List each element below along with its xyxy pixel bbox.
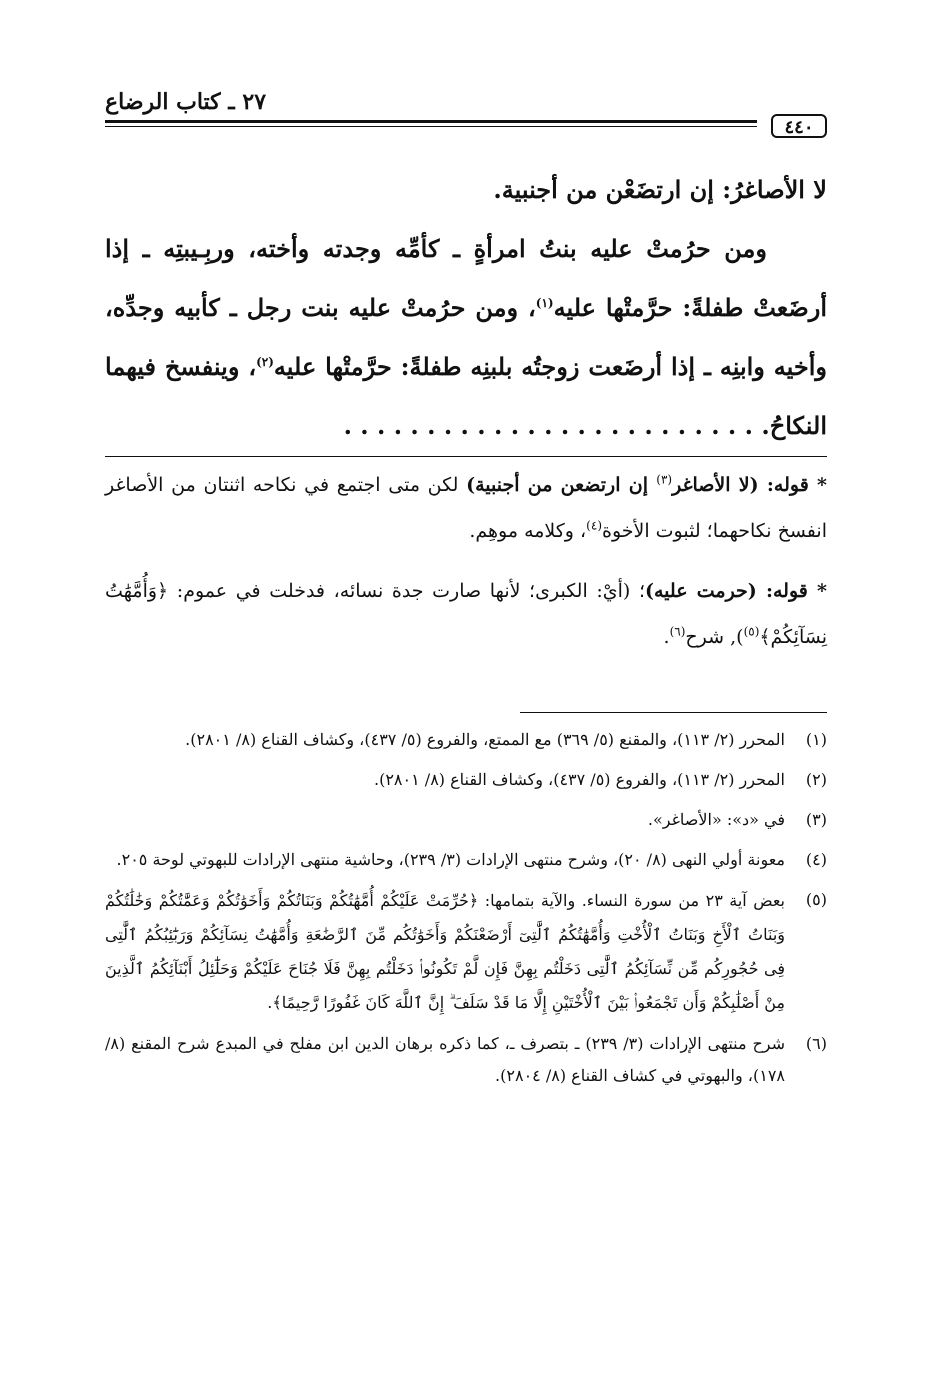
commentary-paragraph-2 — [105, 568, 827, 660]
footnote-text: في «د»: «الأصاغر». — [647, 810, 785, 829]
header-rule-thin — [105, 126, 757, 127]
footnote-number: (٦) — [805, 1034, 827, 1053]
matn-segment-3: ، وينفسخ فيهما النكاحُ. . . . . . . . . . . . . . . . . . . . . . . . . . — [105, 352, 827, 440]
matn-segment-1: ومن حرُمتْ عليه بنتُ امرأةٍ ـ كأمِّه وجدته وأخته، وربِـيبتِه ـ إذا أرضَعتْ طفلةً: حرَّمتْها عليه — [105, 234, 828, 322]
footnote-text: المحرر (٢/ ١١٣)، والمقنع (٥/ ٣٦٩) مع الممتع، والفروع (٥/ ٤٣٧)، وكشاف القناع (٨/ ٢٨٠١). — [185, 730, 785, 749]
footnote-5 — [105, 884, 827, 1020]
chapter-title: ٢٧ ـ كتاب الرضاع — [105, 89, 267, 115]
matn-sharh-divider — [105, 456, 827, 457]
commentary-mid-2: ), شرح — [685, 626, 744, 648]
footnote-ref-5[interactable]: (٥) — [743, 624, 760, 639]
footnote-ref-1[interactable]: (١) — [535, 296, 554, 310]
commentary-lead-1-tail: إن ارتضعن من أجنبية) — [466, 474, 657, 496]
page-number: ٤٤٠ — [771, 114, 827, 138]
footnote-ref-2[interactable]: (٢) — [256, 355, 274, 369]
commentary-end-1: ، وكلامه موهِم. — [469, 520, 587, 542]
commentary — [105, 462, 827, 674]
footnotes-divider — [520, 712, 827, 713]
commentary-text-1: لكن متى اجتمع في نكاحه اثنتان من الأصاغر انفسخ نكاحهما؛ لثبوت الأخوة — [105, 474, 827, 542]
matn-line-1: لا الأصاغرُ: إن ارتضَعْن من أجنبية. — [493, 175, 827, 204]
footnote-ref-4[interactable]: (٤) — [586, 518, 602, 533]
page-header — [105, 86, 827, 142]
footnote-1 — [105, 724, 827, 756]
matn-segment-2: ، ومن حرُمتْ عليه بنت رجل ـ كأبيه وجدِّه، وأخيه وابنِه ـ إذا أرضَعت زوجتُه بلبنِه طفلةً: حرَّمتْها عليه — [105, 293, 827, 381]
commentary-lead-2: * قوله: (حرمت عليه) — [645, 580, 827, 602]
footnote-number: (١) — [805, 730, 827, 749]
footnote-text: معونة أولي النهى (٨/ ٢٠)، وشرح منتهى الإرادات (٣/ ٢٣٩)، وحاشية منتهى الإرادات للبهوتي لوحة ٢٠٥. — [116, 850, 785, 869]
footnote-ref-3[interactable]: (٣) — [656, 472, 673, 487]
main-text — [105, 160, 827, 455]
footnote-number: (٤) — [805, 850, 827, 869]
matn-paragraph — [105, 219, 827, 455]
footnote-text: بعض آية ٢٣ من سورة النساء. والآية بتمامها: ﴿حُرِّمَتْ عَلَيْكُمْ أُمَّهَٰتُكُمْ وَبَنَاتُكُمْ وَأَخَوَٰتُكُمْ وَعَمَّٰتُكُمْ وَخَٰلَٰتُكُمْ وَبَنَاتُ ٱلْأَخِ وَبَنَاتُ ٱلْأُخْتِ وَأُمَّهَٰتُكُمُ ٱلَّٰتِىٓ أَرْضَعْنَكُمْ وَأَخَوَٰتُكُم مِّنَ ٱلرَّضَٰعَةِ وَأُمَّهَٰتُ نِسَآئِكُمْ وَرَبَٰٓئِبُكُمُ ٱلَّٰتِى فِى حُجُورِكُم مِّن نِّسَآئِكُمُ ٱلَّٰتِى دَخَلْتُم بِهِنَّ فَإِن لَّمْ تَكُونُوا۟ دَخَلْتُم بِهِنَّ فَلَا جُنَاحَ عَلَيْكُمْ وَحَلَٰٓئِلُ أَبْنَآئِكُمُ ٱلَّذِينَ مِنْ أَصْلَٰبِكُمْ وَأَن تَجْمَعُوا۟ بَيْنَ ٱلْأُخْتَيْنِ إِلَّا مَا قَدْ سَلَفَ ۗ إِنَّ ٱللَّهَ كَانَ غَفُورًا رَّحِيمًا﴾. — [105, 891, 786, 1012]
commentary-text-2: ؛ (أيْ: الكبرى؛ لأنها صارت جدة نسائه، فدخلت في عموم: ﴿وَأُمَّهَٰتُ نِسَآئِكُمْ﴾ — [105, 580, 827, 648]
footnote-number: (٢) — [805, 770, 827, 789]
footnote-2 — [105, 764, 827, 796]
commentary-lead-1: * قوله: (لا الأصاغر — [672, 474, 827, 496]
commentary-paragraph-1 — [105, 462, 827, 554]
footnote-text: شرح منتهى الإرادات (٣/ ٢٣٩) ـ بتصرف ـ، كما ذكره برهان الدين ابن مفلح في المبدع شرح المقنع (٨/ ١٧٨)، والبهوتي في كشاف القناع (٨/ ٢٨٠٤). — [105, 1034, 786, 1085]
footnote-ref-6[interactable]: (٦) — [669, 624, 686, 639]
footnote-number: (٥) — [805, 890, 827, 909]
footnote-3 — [105, 804, 827, 836]
footnote-text: المحرر (٢/ ١١٣)، والفروع (٥/ ٤٣٧)، وكشاف القناع (٨/ ٢٨٠١). — [374, 770, 785, 789]
footnote-number: (٣) — [805, 810, 827, 829]
header-rule-thick — [105, 120, 757, 123]
commentary-end-2: . — [663, 626, 670, 648]
footnotes — [105, 724, 827, 1100]
footnote-4 — [105, 844, 827, 876]
footnote-6 — [105, 1028, 827, 1092]
